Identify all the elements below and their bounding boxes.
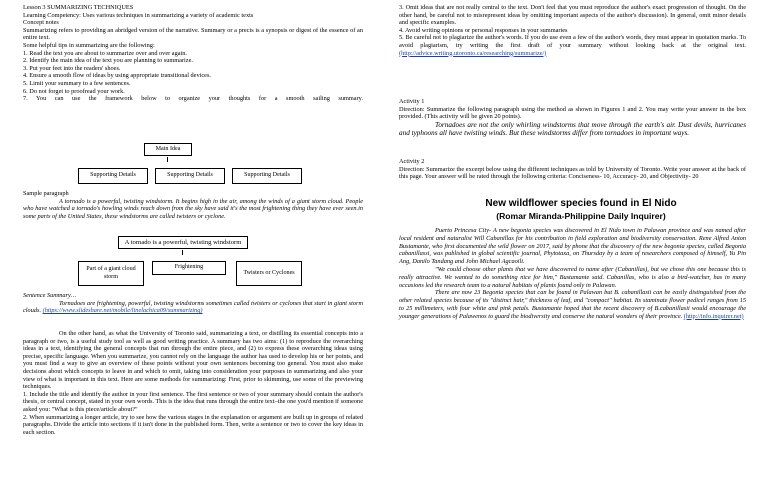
supporting-details-box-3: Supporting Details <box>232 168 302 184</box>
methods-continued <box>399 4 746 57</box>
tip-2: 2. Identify the main idea of the text you are planning to summarize. <box>23 57 193 65</box>
method-item-5 <box>399 34 746 57</box>
summarizing-definition: Summarizing refers to providing an abridged version of the narrative. Summary or a precis is a synopsis or digest of the essence of an entire text. <box>23 26 363 42</box>
activity-1-direction: Direction: Summarize the following paragraph using the method as shown in Figures 1 and 2. You may write your answer in the box provided. (This activity will be given 20 points). <box>399 105 746 121</box>
news-paragraph-2: "We could choose other plants that we have discovered to name after (Cabanillas), but we chose this one because this is really attractive. We wanted to do something nice for him," Bustamante said. Cabanillas, who is also a bird-watcher, has in many occasions led the research team to a natural habitats of plants found only in Palawan. <box>399 265 746 289</box>
connector-line <box>167 157 168 162</box>
tornado-main-idea-box: A tornado is a powerful, twisting windstorm <box>118 236 248 249</box>
sample-paragraph-label: Sample paragraph <box>23 190 69 197</box>
main-idea-box: Main Idea <box>144 143 192 156</box>
supporting-details-box-2: Supporting Details <box>155 168 225 184</box>
toronto-paragraph: On the other hand, as what the University of Toronto said, summarizing a text, or distilling its essential concepts into a paragraph or two, is a useful study tool as well as good writing practice. A summary has two aims: (1) to reproduce the overarching ideas in a text, identifying the general concepts that run through the entire piece, and (2) to express these overarching ideas using precise, specific language. When you summarize, you cannot rely on the language the author has used to develop his or her points, and you must find a way to give an overview of these points without your own sentences becoming too general. You must also make decisions about which concepts to leave in and which to omit, taking into consideration your purposes in summarizing and also your view of what is important in this text. Here are some methods for summarizing: First, prior to skimming, use some of the previewing techniques. <box>23 330 363 391</box>
lesson-heading <box>23 4 363 103</box>
detail-box-cloud-storm: Part of a giant cloud storm <box>78 261 144 286</box>
activity-1-paragraph: Tornadoes are not the only whirling windstorms that move through the earth's air. Dust devils, hurricanes and typhoons all have twisting winds. But these windstorms differ from tornadoes in important ways. <box>399 120 746 138</box>
activity-2-direction: Direction: Summarize the excerpt below using the different techniques as told by University of Toronto. Write your answer at the back of this page. Your answer will be rated through the following criteria: Conciseness- 10, Accuracy- 20, and Objectivity- 20 <box>399 165 746 181</box>
tip-7: 7. You can use the framework below to organize your thoughts for a smooth sailing summary. <box>23 95 363 103</box>
method-item-2: 2. When summarizing a longer article, try to see how the various stages in the explanation or argument are built up in groups of related paragraphs. Divide the article into sections if it isn't done in the published form. Then, write a sentence or two to cover the key ideas in each section. <box>23 413 363 436</box>
tip-5: 5. Limit your summary to a few sentences. <box>23 79 131 87</box>
sentence-summary-section <box>23 292 363 315</box>
method-item-1: 1. Include the title and identify the author in your first sentence. The first sentence or two of your summary should contain the author's thesis, or central concept, stated in your own words. This is the idea that runs through the entire text–the one you'd mention if someone asked you: "What is this piece/article about?" <box>23 390 363 413</box>
activity-1 <box>399 98 746 137</box>
tips-intro: Some helpful tips in summarizing are the following: <box>23 41 155 49</box>
sentence-summary-text <box>23 300 363 315</box>
activity-2-title: Activity 2 <box>399 158 425 165</box>
activity-1-title: Activity 1 <box>399 98 425 105</box>
tip-4: 4. Ensure a smooth flow of ideas by using appropriate transitional devices. <box>23 72 211 80</box>
detail-box-frightening: Frightening <box>152 261 226 275</box>
news-paragraph-3-text: There are now 23 Begonia species that can be found in Palawan but B. cabanillasii can be easily distinguished from the other related species because of its "distinct hair," thickness of leaf, and "compact" habitat. Its staminate flower pedicel ranges from 15 to 25 millimeters, with four white and pink petals. Bustamante hoped that the recent discovery of B.cabanillasii would encourage the younger generations of Palawenos to guard the biodiversity and conserve the natural wonders of their province. <box>399 289 746 320</box>
news-article <box>399 227 746 321</box>
connector-line <box>182 250 183 255</box>
sample-paragraph-text: A tornado is a powerful, twisting windstorm. It begins high in the air, among the winds of a giant storm cloud. People who have watched a tornado's howling winds reach down from the sky have said it's the most frightening thing they have ever seen.in some parts of the United States, these windstorms are called twisters or cyclone. <box>23 197 363 220</box>
tip-6: 6. Do not forget to proofread your work. <box>23 87 125 95</box>
news-headline: New wildflower species found in El Nido <box>485 198 677 209</box>
supporting-details-box-1: Supporting Details <box>78 168 148 184</box>
slideshare-link[interactable]: (https://www.slideshare.net/mobile/linelachica09/summarizing) <box>42 307 203 315</box>
sentence-summary-label: Sentence Summary… <box>23 292 77 299</box>
utoronto-link[interactable]: (http://advice.writing.utoronto.ca/researching/summarize/) <box>399 49 547 57</box>
tip-3: 3. Put your feet into the readers' shoes. <box>23 64 121 72</box>
toronto-methods-section <box>23 330 363 436</box>
tip-1: 1. Read the text you are about to summarize over and over again. <box>23 49 188 57</box>
lesson-title: Lesson 3 SUMMARIZING TECHNIQUES <box>23 4 134 11</box>
learning-competency: Learning Competency: Uses various techniques in summarizing a variety of academic texts <box>23 11 254 19</box>
news-paragraph-3 <box>399 289 746 320</box>
activity-2 <box>399 158 746 181</box>
method-item-5-text: 5. Be careful not to plagiarize the author's words. If you do use even a few of the author's words, they must appear in quotation marks. To avoid plagiarism, try writing the first draft of your summary without looking back at the original text. <box>399 34 746 49</box>
inquirer-link[interactable]: (http://info.inquirer.net) <box>683 312 744 320</box>
method-item-4: 4. Avoid writing opinions or personal responses in your summaries <box>399 26 568 34</box>
detail-box-twisters: Twisters or Cyclones <box>236 261 302 286</box>
news-paragraph-1: Puerto Princesa City- A new begonia species was discovered in El Nido town in Palawan province and was named after local resident and naturalist Will Cabanillas for his contribution in field exploration and biodiversity conservation. Rene Alfred Anton Bustamante, who first documented the wild flower on 2017, said by phone that the discovery of the new begonia species, called Begonia cabanillassi, was published in global scientific journal, Phytotaxa, on Thursday by a team of researchers composed of himself, Yu Pin Ang, Danilo Tandang and John Michael Agcaoili. <box>399 227 746 266</box>
sample-paragraph-section <box>23 190 363 220</box>
method-item-3: 3. Omit ideas that are not really central to the text. Don't feel that you must reproduce the author's exact progression of thought. On the other hand, be careful not to misrepresent ideas by omitting important aspects of the author's discussion). In general, omit minor details and specific examples. <box>399 4 746 27</box>
concept-notes-label: Concept notes <box>23 19 59 27</box>
news-byline: (Romar Miranda-Philippine Daily Inquirer) <box>496 211 666 221</box>
sentence-summary-body: Tornadoes are frightening, powerful, twisting windstorms sometimes called twisters or cyclones that start in giant storm clouds. <box>23 299 363 315</box>
